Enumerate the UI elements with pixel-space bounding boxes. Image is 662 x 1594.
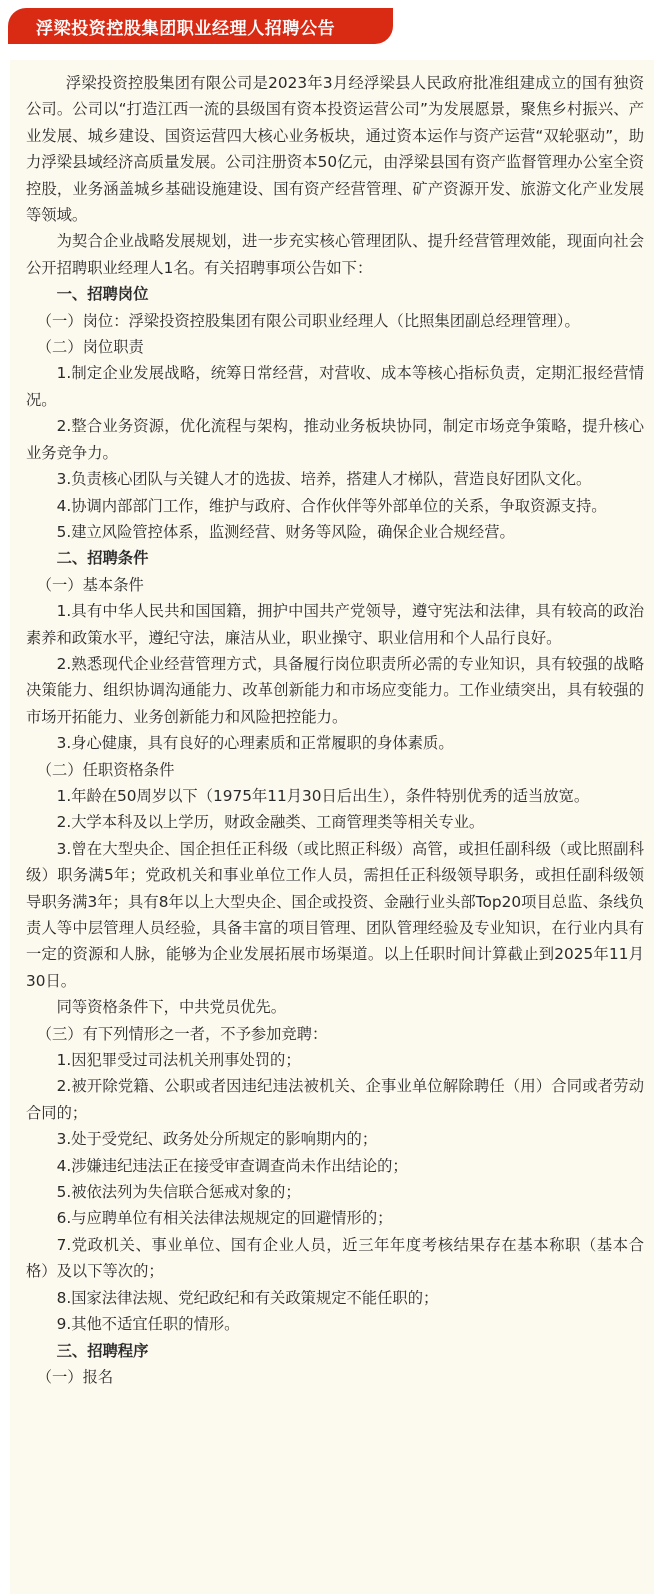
- list-item: 4.涉嫌违纪违法正在接受审查调查尚未作出结论的；: [56, 1156, 408, 1175]
- list-item: 3.身心健康，具有良好的心理素质和正常履职的身体素质。: [56, 734, 454, 753]
- list-item: 1.具有中华人民共和国国籍，拥护中国共产党领导，遵守宪法和法律，具有较高的政治素养和政策水平，遵纪守法，廉洁从业，职业操守、职业信用和个人品行良好。: [26, 602, 644, 647]
- list-item: 7.党政机关、事业单位、国有企业人员，近三年年度考核结果存在基本称职（基本合格）及以下等次的；: [26, 1235, 644, 1281]
- list-item: 5.建立风险管控体系，监测经营、财务等风险，确保企业合规经营。: [56, 522, 515, 541]
- list-item: 3.处于受党纪、政务处分所规定的影响期内的；: [56, 1130, 378, 1149]
- section-heading-procedure: 三、招聘程序: [56, 1341, 149, 1360]
- list-item: 2.大学本科及以上学历，财政金融类、工商管理类等相关专业。: [56, 813, 485, 832]
- duties-heading: （二）岗位职责: [36, 338, 144, 357]
- section-heading-conditions: 二、招聘条件: [56, 549, 149, 568]
- list-item: 2.整合业务资源，优化流程与架构，推动业务板块协同，制定市场竞争策略，提升核心业务竞争力。: [26, 417, 644, 462]
- list-item: 4.协调内部部门工作，维护与政府、合作伙伴等外部单位的关系，争取资源支持。: [56, 496, 607, 515]
- list-item: 8.国家法律法规、党纪政纪和有关政策规定不能任职的；: [56, 1288, 439, 1307]
- page-title: 浮梁投资控股集团职业经理人招聘公告: [36, 18, 336, 39]
- section-heading-positions: 一、招聘岗位: [56, 285, 149, 304]
- signup-heading: （一）报名: [36, 1367, 114, 1386]
- list-item: 1.因犯罪受过司法机关刑事处罚的；: [56, 1051, 301, 1070]
- list-item: 2.被开除党籍、公职或者因违纪违法被机关、企事业单位解除聘任（用）合同或者劳动合同的；: [26, 1077, 644, 1122]
- list-item: 2.熟悉现代企业经营管理方式，具备履行岗位职责所必需的专业知识，具有较强的战略决策能力、组织协调沟通能力、改革创新能力和市场应变能力。工作业绩突出，具有较强的市场开拓能力、业务创新能力和风险把控能力。: [26, 654, 644, 726]
- exclusion-heading: （三）有下列情形之一者，不予参加竞聘：: [36, 1024, 328, 1043]
- announcement-title-banner: [8, 8, 393, 44]
- purpose-paragraph: 为契合企业战略发展规划，进一步充实核心管理团队、提升经营管理效能，现面向社会公开招聘职业经理人1名。有关招聘事项公告如下：: [26, 232, 644, 277]
- list-item: 1.年龄在50周岁以下（1975年11月30日后出生），条件特别优秀的适当放宽。: [56, 786, 590, 805]
- list-item: 9.其他不适宜任职的情形。: [56, 1315, 240, 1334]
- list-item: 1.制定企业发展战略，统筹日常经营，对营收、成本等核心指标负责，定期汇报经营情况。: [26, 364, 644, 409]
- announcement-body: [10, 60, 654, 1594]
- position-paragraph: （一）岗位：浮梁投资控股集团有限公司职业经理人（比照集团副总经理管理）。: [36, 311, 580, 330]
- list-item: 6.与应聘单位有相关法律法规规定的回避情形的；: [56, 1209, 393, 1228]
- list-item: 3.负责核心团队与关键人才的选拔、培养，搭建人才梯队，营造良好团队文化。: [56, 470, 592, 489]
- intro-paragraph: 浮梁投资控股集团有限公司是2023年3月经浮梁县人民政府批准组建成立的国有独资公司。公司以“打造江西一流的县级国有资本投资运营公司”为发展愿景，聚焦乡村振兴、产业发展、城乡建设、国资运营四大核心业务板块，通过资本运作与资产运营“双轮驱动”，助力浮梁县域经济高质量发展。公司注册资本50亿元，由浮梁县国有资产监督管理办公室全资控股，业务涵盖城乡基础设施建设、国有资产经营管理、矿产资源开发、旅游文化产业发展等领域。: [26, 74, 644, 225]
- list-item: 5.被依法列为失信联合惩戒对象的；: [56, 1183, 301, 1202]
- priority-note: 同等资格条件下，中共党员优先。: [56, 998, 287, 1017]
- list-item: 3.曾在大型央企、国企担任正科级（或比照正科级）高管，或担任副科级（或比照副科级）职务满5年；党政机关和事业单位工作人员，需担任正科级领导职务，或担任副科级领导职务满3年；具有8年以上大型央企、国企或投资、金融行业头部Top20项目总监、条线负责人等中层管理人员经验，具备丰富的项目管理、团队管理经验及专业知识，在行业内具有一定的资源和人脉，能够为企业发展拓展市场渠道。以上任职时间计算截止到2025年11月30日。: [26, 839, 644, 990]
- basic-conditions-heading: （一）基本条件: [36, 575, 144, 594]
- qualification-heading: （二）任职资格条件: [36, 760, 175, 779]
